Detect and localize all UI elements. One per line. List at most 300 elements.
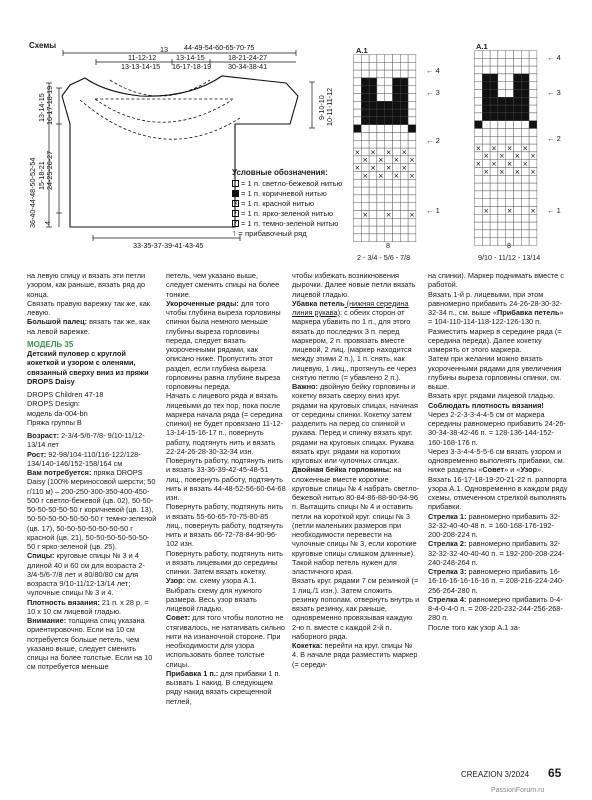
chart-cell [354, 94, 362, 102]
chart-cell [521, 191, 529, 199]
chart-cell [475, 66, 483, 74]
chart-cell [506, 129, 514, 137]
chart-cell [482, 97, 490, 105]
chart-cell [377, 226, 385, 234]
chart-cell [490, 222, 498, 230]
chart-cell [521, 214, 529, 222]
chart-cell [482, 191, 490, 199]
chart-cell [482, 199, 490, 207]
chart-cell [498, 183, 506, 191]
chart-cell [475, 175, 483, 183]
chart-cell [521, 152, 529, 160]
chart-cell [482, 74, 490, 82]
chart-cell [498, 66, 506, 74]
chart-cell [482, 160, 490, 168]
chart-cell [354, 203, 362, 211]
chart-cell [506, 175, 514, 183]
x-square-icon: × [233, 201, 238, 207]
chart-cell [475, 82, 483, 90]
chart-cell [361, 133, 369, 141]
chart-cell [408, 195, 416, 203]
chart-cell [354, 226, 362, 234]
chart-cell-mark: × [409, 210, 415, 219]
paragraph: Вязать круг. рядами 7 см резинкой (= 1 лиц./1 изн.). Затем сложить резинку пополам, отвернуть внутрь и вязать резинку, как раньше, одновременно провязывая каждую 2-ю п. вместе с каждой 2-й п. наборного ряда. [292, 576, 420, 641]
paragraph: на левую спицу и вязать эти петли узором, как раньше, вязать ряд до конца. [27, 271, 146, 299]
chart-cell [385, 70, 393, 78]
chart-cell [377, 179, 385, 187]
chart-cell [482, 121, 490, 129]
chart-cell [408, 70, 416, 78]
chart-cell [400, 172, 408, 180]
top-label-5: 13-14-15 [176, 53, 205, 62]
chart-cell [385, 86, 393, 94]
chart-cell [408, 148, 416, 156]
chart-cell [385, 125, 393, 133]
chart-cell [521, 51, 529, 59]
chart-cell [354, 156, 362, 164]
chart-cell [506, 222, 514, 230]
paragraph: Стрелка 1: равномерно прибавить 32-32-32-40-40-48 п. = 160-168-176-192-200-208-224 п. [428, 511, 561, 539]
chart-cell [408, 94, 416, 102]
chart1-title: A.1 [356, 46, 368, 55]
chart-cell [377, 125, 385, 133]
chart-cell [400, 218, 408, 226]
chart-cell [377, 164, 385, 172]
chart-cell [361, 125, 369, 133]
chart-cell-mark: × [491, 160, 497, 168]
chart-cell [393, 125, 401, 133]
chart-cell [475, 152, 483, 160]
chart-cell [475, 222, 483, 230]
chart-cell [521, 66, 529, 74]
legend-item-increase-row: ↑ = прибавочный ряд [232, 228, 307, 238]
chart-cell [361, 218, 369, 226]
chart-cell [529, 183, 537, 191]
chart-cell [377, 62, 385, 70]
chart-cell [521, 168, 529, 176]
legend-title: Условные обозначения: [232, 168, 328, 177]
chart-cell [369, 156, 377, 164]
chart-cell [482, 238, 490, 246]
chart-cell-mark: × [409, 156, 415, 165]
chart-cell [506, 183, 514, 191]
chart-cell [408, 125, 416, 133]
chart-cell [482, 51, 490, 59]
chart-cell [361, 148, 369, 156]
chart-cell [498, 58, 506, 66]
chart-cell [400, 179, 408, 187]
chart-cell [393, 140, 401, 148]
chart-cell [385, 172, 393, 180]
chart-cell [475, 97, 483, 105]
chart-cell [521, 97, 529, 105]
chart-cell [482, 214, 490, 222]
chart-cell [521, 74, 529, 82]
chart-cell [354, 133, 362, 141]
chart-cell [369, 101, 377, 109]
chart-cell [408, 117, 416, 125]
chart-cell [408, 101, 416, 109]
paragraph: Начать с лицевого ряда и вязать лицевыми до тех пор, пока после маркера начала ряда (= середина спинки) не будет провязано 11-12-13-14-15-16-17 п., повернуть работу, подтянуть нить и вязать 22-24-26-28-30-32-34 изн. [166, 391, 284, 456]
chart-cell [385, 203, 393, 211]
chart-cell [393, 179, 401, 187]
left-label-2: 15-18-21 [37, 161, 46, 190]
legend-item-brown: = 1 п. коричневой нитью [232, 189, 327, 198]
paragraph: Связать правую варежку так же, как левую. [27, 298, 151, 317]
chart-cell [529, 58, 537, 66]
chart-cell [385, 117, 393, 125]
chart-cell [514, 58, 522, 66]
chart-cell [377, 101, 385, 109]
chart-cell [408, 226, 416, 234]
chart-cell-mark: × [362, 171, 369, 180]
chart-cell [475, 51, 483, 59]
paragraph: Стрелка 4: равномерно прибавить 0-4-8-4-0-4-0 п. = 208-220-232-244-256-268-280 п. [428, 594, 563, 623]
page-number: 65 [548, 766, 562, 780]
chart-cell [475, 121, 483, 129]
chart2-row-mark-1: ← 1 [547, 206, 561, 215]
chart-cell [529, 160, 537, 168]
paragraph: Рост: 92-98/104-110/116-122/128-134/140-146/152-158/164 см [27, 449, 141, 468]
chart-cell [529, 66, 537, 74]
chart-cell [529, 90, 537, 98]
chart-cell [400, 109, 408, 117]
chart2-row-mark-3: ← 3 [547, 88, 561, 97]
paragraph: Вязать 1-й р. лицевыми, при этом равномерно прибавить 24-26-28-30-32-32-34 п., см. выше «Прибавка петель» = 104-110-114-118-122-126-130 п. [428, 289, 564, 327]
chart-cell [400, 94, 408, 102]
chart-cell [385, 101, 393, 109]
chart-cell [506, 97, 514, 105]
top-label-3: 13 [160, 45, 168, 54]
chart-cell [514, 129, 522, 137]
paragraph: Внимание: толщина спиц указана ориентировочно. Если на 10 см потребуется больше петель, чем указано выше, следует сменить спицы на более толстые. Если на 10 см потребуется меньше [27, 616, 153, 672]
chart-cell [361, 55, 369, 63]
chart-cell-mark: × [393, 156, 400, 165]
chart-cell [369, 187, 377, 195]
filled-square-icon [232, 190, 239, 197]
chart-cell [400, 140, 408, 148]
chart-cell [475, 207, 483, 215]
chart-cell [369, 140, 377, 148]
chart-cell [521, 230, 529, 238]
chart-cell [354, 140, 362, 148]
chart-cell [506, 214, 514, 222]
chart-cell [506, 152, 514, 160]
chart-cell [369, 117, 377, 125]
chart1-sizes: 2 - 3/4 - 5/6 - 7/8 [357, 253, 411, 262]
chart-cell [361, 70, 369, 78]
chart-cell [506, 168, 514, 176]
chart-cell [475, 129, 483, 137]
chart-cell [514, 121, 522, 129]
chart-cell [369, 203, 377, 211]
chart-cell [482, 183, 490, 191]
chart-cell [369, 226, 377, 234]
drops-line: DROPS Design: [27, 399, 81, 409]
top-label-8: 30-34-38-41 [228, 62, 268, 71]
chart-cell [361, 62, 369, 70]
chart-cell [529, 51, 537, 59]
chart-cell [354, 211, 362, 219]
chart-cell [490, 175, 498, 183]
chart-cell [490, 90, 498, 98]
chart-cell [393, 148, 401, 156]
chart-cell [361, 195, 369, 203]
paragraph: Повернуть работу, подтянуть нить и вязать 55-60-65-70-75-80-85 лиц., повернуть работу, подтянуть нить и вязать 66-72-78-84-90-96-102 изн. [166, 502, 283, 549]
chart-cell [369, 133, 377, 141]
chart-cell [514, 183, 522, 191]
chart-cell [377, 148, 385, 156]
chart-cell [498, 144, 506, 152]
chart-cell [514, 199, 522, 207]
chart-cell [514, 74, 522, 82]
chart2-sizes: 9/10 - 11/12 - 13/14 [478, 253, 541, 262]
schematic-area [0, 0, 592, 268]
paragraph: петель, чем указано выше, следует сменить спицы на более тонкие. [166, 271, 280, 299]
chart-cell-mark: × [498, 167, 505, 176]
chart-cell [354, 55, 362, 63]
chart-cell [506, 230, 514, 238]
chart-cell-mark: × [506, 206, 513, 215]
paragraph: После того как узор А.1 за- [428, 622, 521, 632]
chart-cell [385, 226, 393, 234]
paragraph: Укороченные ряды: для того чтобы глубина выреза горловины спинки была немного меньше глубины выреза горловины переда, следует вязать укороченными рядами, как описано ниже. Пропустить этот раздел, если глубина выреза горловины равна глубине выреза горловины переда. [166, 298, 281, 391]
chart-cell [400, 125, 408, 133]
chart-cell [521, 183, 529, 191]
chart-cell [361, 203, 369, 211]
chart-cell [514, 113, 522, 121]
chart-cell [377, 133, 385, 141]
chart-cell-mark: × [522, 160, 529, 168]
chart-cell [393, 211, 401, 219]
chart-cell [400, 211, 408, 219]
chart-cell [529, 136, 537, 144]
model-subtitle: Детский пуловер с круглой кокеткой и узором с оленями, связанный сверху вниз из пряжи DROPS Daisy [27, 349, 149, 386]
chart-cell [385, 187, 393, 195]
chart-cell [514, 105, 522, 113]
chart-cell [529, 222, 537, 230]
chart-cell [354, 187, 362, 195]
text-column-4 [428, 271, 568, 632]
chart1-row-mark-3: ← 3 [426, 88, 440, 97]
chart-cell [506, 82, 514, 90]
chart-cell [377, 109, 385, 117]
chart-cell [514, 207, 522, 215]
chart-cell-mark: × [530, 167, 536, 176]
chart-cell [393, 133, 401, 141]
chart-cell [377, 55, 385, 63]
chart-cell [514, 136, 522, 144]
chart-cell [490, 105, 498, 113]
chart-cell [498, 82, 506, 90]
chart1-bottom-num: 8 [386, 241, 390, 250]
chart-cell [521, 207, 529, 215]
dot-square-icon: • [232, 210, 239, 217]
chart-cell [498, 230, 506, 238]
paragraph: Кокетка: перейти на круг. спицы № 4. В начале ряда разместить маркер (= середи- [292, 641, 418, 669]
chart-cell [490, 113, 498, 121]
chart-cell [521, 105, 529, 113]
chart-cell [393, 187, 401, 195]
chart-cell [498, 175, 506, 183]
chart-cell [377, 234, 385, 242]
chart-cell [490, 74, 498, 82]
bottom-label: 33-35-37-39-41-43-45 [133, 241, 204, 250]
chart-cell [369, 109, 377, 117]
paragraph: Прибавка 1 п.: для прибавки 1 п. вызвать 1 накид. В следующем ряду накид вязать скрещенной петлей, [166, 668, 281, 706]
chart-cell [490, 191, 498, 199]
chart-cell-mark: × [491, 144, 497, 153]
chart-cell [475, 113, 483, 121]
chart-cell [361, 109, 369, 117]
chart-cell [498, 199, 506, 207]
chart-cell [393, 195, 401, 203]
chart-cell [521, 113, 529, 121]
chart-cell [354, 62, 362, 70]
chart-cell [400, 101, 408, 109]
chart-cell [482, 66, 490, 74]
chart-cell [482, 113, 490, 121]
chart-cell [377, 86, 385, 94]
chart-cell [377, 218, 385, 226]
chart-cell [354, 117, 362, 125]
chart-cell [361, 94, 369, 102]
text-column-2 [166, 271, 286, 706]
chart-cell [385, 55, 393, 63]
paragraph: Важно: двойную бейку горловины и кокетку вязать сверху вниз круг. рядами на круговых спицах, начиная от середины спинки. Кокетку затем разделить на перед со спинкой и рукава. Перед и спинку вязать круг. рядами на круговых спицах. Рукава вязать круг. рядами на коротких круговых или чулочных спицах. [292, 382, 418, 465]
chart-cell [498, 136, 506, 144]
top-label-2: 11-12-12 [128, 53, 157, 62]
chart-cell [400, 62, 408, 70]
chart-cell [377, 187, 385, 195]
chart-cell-mark: × [377, 171, 384, 180]
chart-cell-mark: × [483, 152, 490, 161]
chart-cell [393, 234, 401, 242]
chart-cell [393, 203, 401, 211]
chart-cell-mark: × [514, 152, 521, 161]
chart-cell-mark: × [385, 210, 392, 219]
legend-item-dark-green: ∕ = 1 п. темно-зеленой нитью [232, 219, 338, 228]
chart-cell-mark: × [409, 171, 415, 180]
chart-cell-mark: × [362, 156, 369, 165]
chart-cell [529, 214, 537, 222]
chart-cell [475, 74, 483, 82]
chart-cell [377, 211, 385, 219]
chart-cell-mark: × [475, 144, 482, 153]
chart-cell-mark: × [354, 148, 361, 157]
chart-cell [361, 140, 369, 148]
chart-cell [361, 179, 369, 187]
chart-cell [529, 230, 537, 238]
chart-cell [482, 58, 490, 66]
chart-cell [369, 70, 377, 78]
chart-cell [393, 55, 401, 63]
chart-cell [408, 55, 416, 63]
chart-cell [400, 70, 408, 78]
chart-cell [393, 226, 401, 234]
chart-cell [490, 136, 498, 144]
chart-cell [498, 207, 506, 215]
chart-cell [408, 218, 416, 226]
legend-item-light-beige: = 1 п. светло-бежевой нитью [232, 179, 342, 188]
legend-item-red: × = 1 п. красной нитью [233, 199, 315, 208]
chart-cell [490, 66, 498, 74]
chart1-grid [353, 54, 423, 249]
schematic-title: Схемы [29, 41, 57, 50]
chart-cell [521, 90, 529, 98]
paragraph: Вязать круг. рядами лицевой гладью. Соблюдать плотность вязания! [428, 391, 555, 410]
chart-cell-mark: × [401, 148, 408, 157]
chart-cell [400, 195, 408, 203]
chart-cell [490, 199, 498, 207]
chart-cell [482, 175, 490, 183]
chart-cell-mark: × [530, 206, 536, 215]
chart-cell [354, 109, 362, 117]
paragraph: Повернуть работу, подтянуть нить и вязать лицевыми до середины спинки. Затем вязать кокетку. [166, 548, 283, 576]
chart-cell [514, 82, 522, 90]
chart-cell [400, 156, 408, 164]
chart-cell [408, 133, 416, 141]
paragraph: Затем при желании можно вязать укороченными рядами для увеличения глубины выреза горловины спинки, см. выше. [428, 354, 562, 391]
chart-cell [361, 164, 369, 172]
chart-cell-mark: × [483, 206, 490, 215]
chart-cell [521, 199, 529, 207]
chart-cell [490, 129, 498, 137]
paragraph: Стрелка 3: равномерно прибавить 16-16-16-16-16-16-16 п. = 208-216-224-240-256-264-280 п. [428, 567, 565, 595]
chart2-grid [474, 50, 544, 250]
chart-cell [385, 156, 393, 164]
chart-cell [529, 82, 537, 90]
top-label-7: 18-21-24-27 [228, 53, 268, 62]
chart-cell [529, 105, 537, 113]
chart-cell [475, 199, 483, 207]
chart1-row-mark-1: ← 1 [426, 206, 440, 215]
chart-cell [408, 164, 416, 172]
chart-cell [377, 203, 385, 211]
chart-cell [514, 90, 522, 98]
chart-cell [490, 230, 498, 238]
chart-cell [514, 160, 522, 168]
chart-cell [529, 129, 537, 137]
chart-cell [521, 82, 529, 90]
chart-cell [400, 117, 408, 125]
empty-square-icon [232, 180, 239, 187]
paragraph: Спицы: круговые спицы № 3 и 4 длиной 40 и 60 см для возраста 2-3/4-5/6-7/8 лет и 80/80/80 см для возраста 9/10-11/12-13/14 лет; чулочные спицы № 3 и 4. [27, 551, 145, 598]
chart-cell [385, 133, 393, 141]
chart-cell [506, 51, 514, 59]
chart-cell [369, 195, 377, 203]
paragraph: Большой палец: вязать так же, как на левой варежке. [27, 317, 150, 336]
chart-cell [529, 74, 537, 82]
paragraph: Совет: для того чтобы полотно не стягивалось, не натягивать сильно нити на изнаночной стороне. При необходимости для узора использовать более толстые спицы. [166, 613, 286, 669]
chart-cell-mark: × [483, 167, 490, 176]
chart-cell-mark: × [401, 164, 408, 172]
chart-cell [408, 140, 416, 148]
chart-cell [369, 62, 377, 70]
chart-cell [521, 121, 529, 129]
top-label-1: 44-49-54-60-65-70-75 [184, 43, 255, 52]
chart-cell [385, 140, 393, 148]
chart-cell [514, 51, 522, 59]
chart-cell [354, 70, 362, 78]
chart-cell [475, 105, 483, 113]
chart-cell [506, 199, 514, 207]
chart-cell-mark: × [377, 156, 384, 165]
chart-cell [377, 94, 385, 102]
left-label-1: 36-40-44-48-50-52-54 [28, 157, 37, 228]
chart-cell [408, 109, 416, 117]
chart2-row-mark-4: ← 4 [547, 53, 561, 62]
